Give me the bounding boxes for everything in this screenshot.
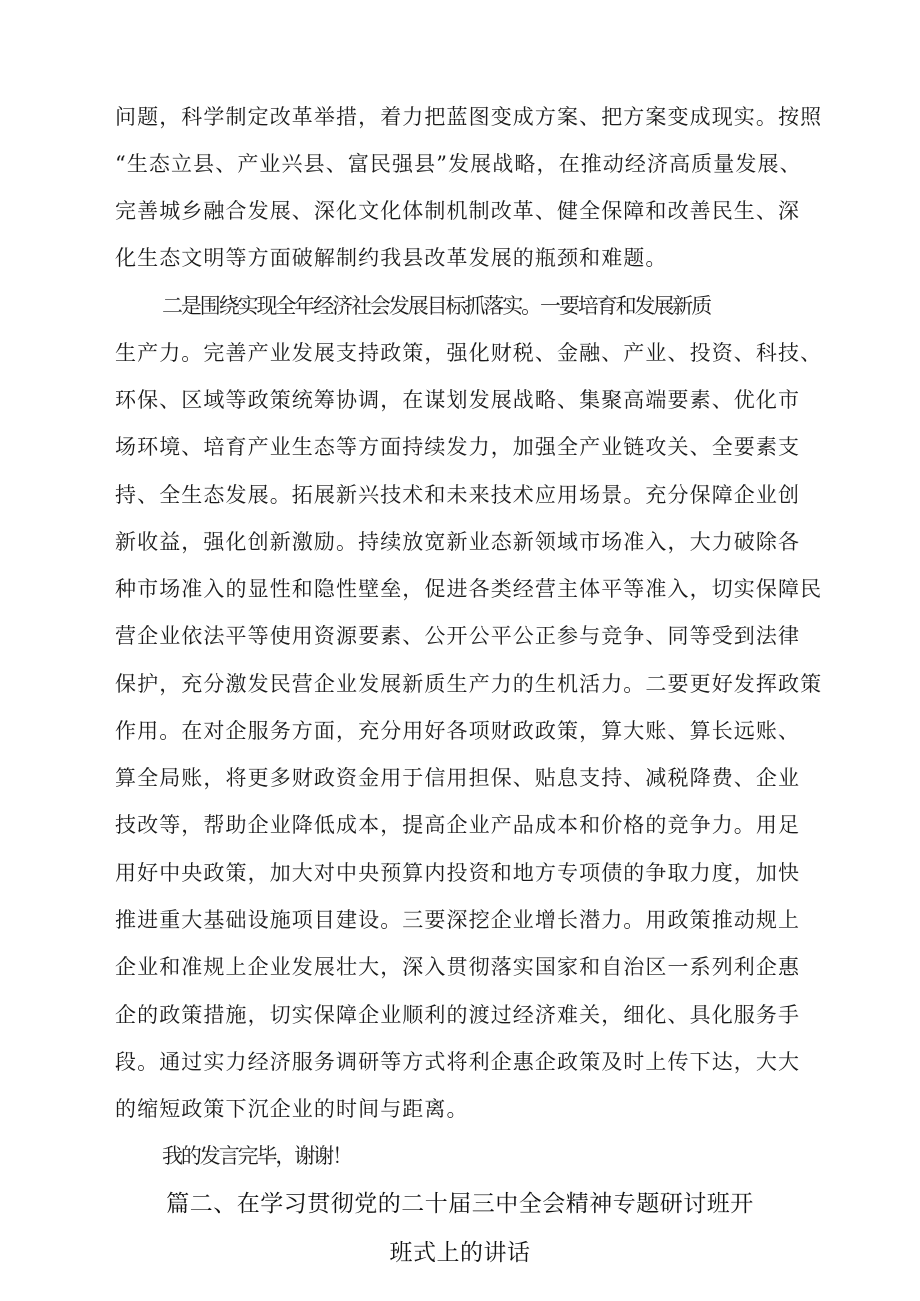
paragraph-line: 完善城乡融合发展、深化文化体制机制改革、健全保障和改善民生、深 [115,199,801,223]
paragraph-line: 场环境、培育产业生态等方面持续发力，加强全产业链攻关、全要素支 [115,435,801,459]
paragraph-line: 化生态文明等方面破解制约我县改革发展的瓶颈和难题。 [115,246,668,270]
paragraph-line: 种市场准入的显性和隐性壁垒，促进各类经营主体平等准入，切实保障民 [115,577,823,601]
paragraph-line: “生态立县、产业兴县、富民强县”发展战略，在推动经济高质量发展、 [115,152,802,176]
paragraph-line: 新收益，强化创新激励。持续放宽新业态新领域市场准入，大力破除各 [115,530,801,554]
paragraph-line: 推进重大基础设施项目建设。三要深挖企业增长潜力。用政策推动规上 [115,908,801,932]
paragraph-line: 企的政策措施，切实保障企业顺利的渡过经济难关，细化、具化服务手 [115,1003,801,1027]
paragraph-line: 问题，科学制定改革举措，着力把蓝图变成方案、把方案变成现实。按照 [115,105,823,129]
paragraph-line: 环保、区域等政策统筹协调，在谋划发展战略、集聚高端要素、优化市 [115,388,801,412]
paragraph-line: 企业和准规上企业发展壮大，深入贯彻落实国家和自治区一系列利企惠 [115,955,801,979]
paragraph-line: 保护，充分激发民营企业发展新质生产力的生机活力。二要更好发挥政策 [115,672,823,696]
closing-remark: 我的发言完毕，谢谢！ [162,1144,351,1168]
paragraph-line: 技改等，帮助企业降低成本，提高企业产品成本和价格的竞争力。用足 [115,813,801,837]
paragraph-line: 二是围绕实现全年经济社会发展目标抓落实。一要培育和发展新质 [162,294,711,318]
paragraph-line: 用好中央政策，加大对中央预算内投资和地方专项债的争取力度，加快 [115,861,801,885]
paragraph-line: 的缩短政策下沉企业的时间与距离。 [115,1097,469,1121]
section-heading-line-2: 班式上的讲话 [389,1240,531,1266]
section-heading-line-1: 篇二、在学习贯彻党的二十届三中全会精神专题研讨班开 [166,1191,754,1217]
paragraph-line: 算全局账，将更多财政资金用于信用担保、贴息支持、减税降费、企业 [115,766,801,790]
paragraph-line: 营企业依法平等使用资源要素、公开公平公正参与竞争、同等受到法律 [115,624,801,648]
paragraph-line: 持、全生态发展。拓展新兴技术和未来技术应用场景。充分保障企业创 [115,483,801,507]
paragraph-line: 段。通过实力经济服务调研等方式将利企惠企政策及时上传下达，大大 [115,1050,801,1074]
paragraph-line: 作用。在对企服务方面，充分用好各项财政政策，算大账、算长远账、 [115,719,801,743]
paragraph-line: 生产力。完善产业发展支持政策，强化财税、金融、产业、投资、科技、 [115,341,823,365]
